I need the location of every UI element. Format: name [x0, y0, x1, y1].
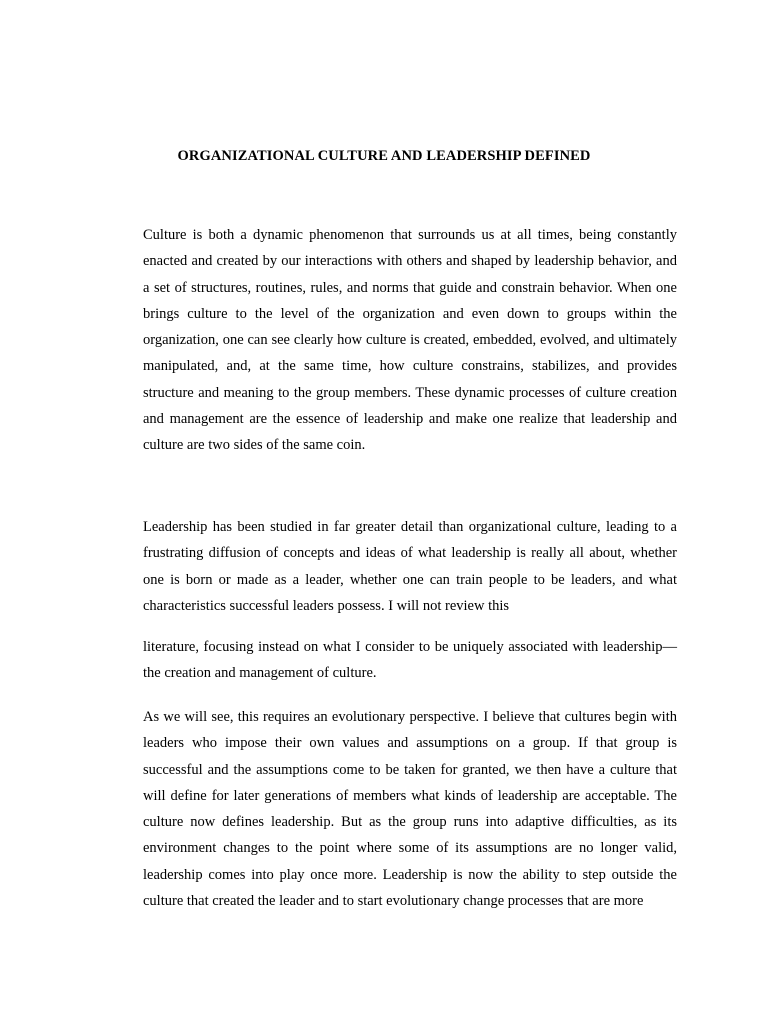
paragraph-leadership-studied: Leadership has been studied in far greater detail than organizational culture, leading to a frustrating diffusion of concepts and ideas of what leadership is really all about, whether one is born or made as a leader, whether one can train people to be leaders, and what characteristics successful leaders possess. I will not review this [143, 519, 677, 614]
page-title: ORGANIZATIONAL CULTURE AND LEADERSHIP DEFINED [177, 148, 591, 164]
paragraph-culture-definition: Culture is both a dynamic phenomenon that surrounds us at all times, being constantly enacted and created by our interactions with others and shaped by leadership behavior, and a set of structures, routines, rules, and norms that guide and constrain behavior. When one brings culture to the level of the organization and even down to groups within the organization, one can see clearly how culture is created, embedded, evolved, and ultimately manipulated, and, at the same time, how culture constrains, stabilizes, and provides structure and meaning to the group members. These dynamic processes of culture creation and management are the essence of leadership and make one realize that leadership and culture are two sides of the same coin. [143, 227, 677, 454]
paragraph-literature-focus: literature, focusing instead on what I consider to be uniquely associated with leadership—the creation and management of culture. [143, 639, 677, 682]
paragraph-evolutionary-perspective: As we will see, this requires an evolutionary perspective. I believe that cultures begin with leaders who impose their own values and assumptions on a group. If that group is successful and the assumptions come to be taken for granted, we then have a culture that will define for later generations of members what kinds of leadership are acceptable. The culture now defines leadership. But as the group runs into adaptive difficulties, as its environment changes to the point where some of its assumptions are no longer valid, leadership comes into play once more. Leadership is now the ability to step outside the culture that created the leader and to start evolutionary change processes that are more [143, 709, 677, 910]
